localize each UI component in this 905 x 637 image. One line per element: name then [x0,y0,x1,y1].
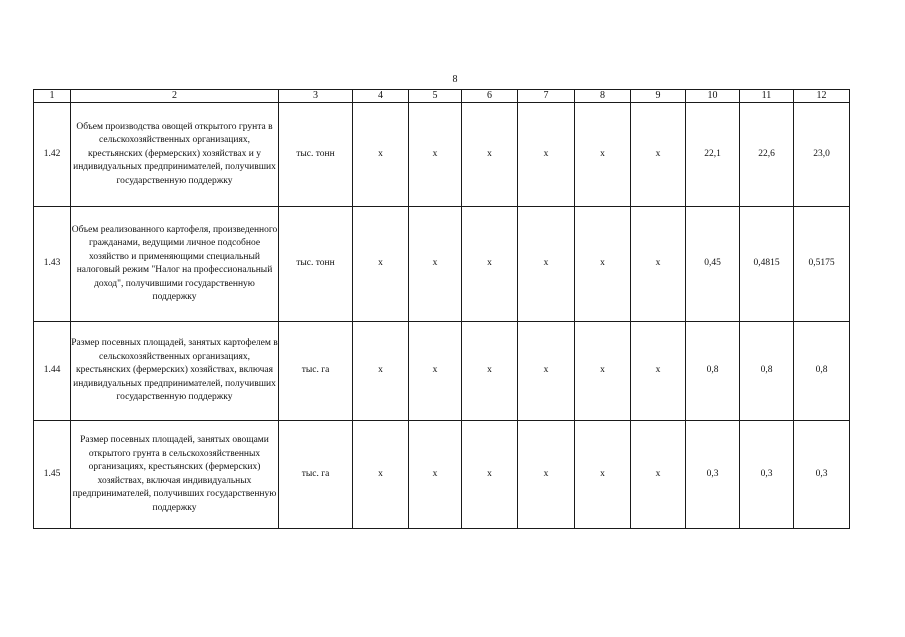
column-header: 11 [740,90,794,103]
value-cell: x [631,207,686,322]
value-cell: x [353,322,409,421]
value-cell: 0,8 [794,322,850,421]
page-number: 8 [452,74,458,85]
value-cell: 23,0 [794,103,850,207]
unit-cell: тыс. тонн [279,207,353,322]
table-row [34,322,850,421]
row-number: 1.43 [34,207,71,322]
unit-cell: тыс. га [279,421,353,529]
column-header: 9 [631,90,686,103]
value-cell: 0,4815 [740,207,794,322]
value-cell: x [409,207,462,322]
value-cell: x [462,103,518,207]
row-number: 1.45 [34,421,71,529]
value-cell: x [631,103,686,207]
value-cell: 0,3 [740,421,794,529]
value-cell: x [575,103,631,207]
column-header: 4 [353,90,409,103]
table-header-row [34,90,850,103]
unit-cell: тыс. га [279,322,353,421]
column-header: 12 [794,90,850,103]
value-cell: 0,3 [794,421,850,529]
value-cell: x [462,421,518,529]
column-header: 1 [34,90,71,103]
value-cell: x [575,322,631,421]
value-cell: x [409,322,462,421]
value-cell: 0,45 [686,207,740,322]
value-cell: x [631,421,686,529]
value-cell: 22,1 [686,103,740,207]
value-cell: x [409,103,462,207]
value-cell: x [409,421,462,529]
value-cell: x [353,421,409,529]
indicator-description: Размер посевных площадей, занятых картофелем в сельскохозяйственных организациях, крестьянских (фермерских) хозяйствах, включая индивидуальных предпринимателей, получивших государственную поддержку [71,322,279,421]
value-cell: 0,5175 [794,207,850,322]
value-cell: x [353,207,409,322]
column-header: 7 [518,90,575,103]
value-cell: x [462,207,518,322]
row-number: 1.42 [34,103,71,207]
value-cell: x [518,421,575,529]
column-header: 5 [409,90,462,103]
value-cell: x [518,103,575,207]
table-row [34,207,850,322]
value-cell: x [518,207,575,322]
table-row [34,421,850,529]
row-number: 1.44 [34,322,71,421]
value-cell: 0,8 [686,322,740,421]
value-cell: 0,3 [686,421,740,529]
value-cell: x [353,103,409,207]
indicator-description: Размер посевных площадей, занятых овощами открытого грунта в сельскохозяйственных организациях, крестьянских (фермерских) хозяйствах, включая индивидуальных предпринимателей, получивших государственную поддержку [71,421,279,529]
indicator-description: Объем производства овощей открытого грунта в сельскохозяйственных организациях, крестьянских (фермерских) хозяйствах и у индивидуальных предпринимателей, получивших государственную поддержку [71,103,279,207]
value-cell: 22,6 [740,103,794,207]
column-header: 6 [462,90,518,103]
value-cell: x [631,322,686,421]
value-cell: x [518,322,575,421]
column-header: 3 [279,90,353,103]
column-header: 8 [575,90,631,103]
value-cell: 0,8 [740,322,794,421]
indicators-table [33,89,850,529]
table-row [34,103,850,207]
unit-cell: тыс. тонн [279,103,353,207]
column-header: 2 [71,90,279,103]
value-cell: x [575,421,631,529]
value-cell: x [575,207,631,322]
value-cell: x [462,322,518,421]
indicator-description: Объем реализованного картофеля, произведенного гражданами, ведущими личное подсобное хозяйство и применяющими специальный налоговый режим "Налог на профессиональный доход", получившими государственную поддержку [71,207,279,322]
column-header: 10 [686,90,740,103]
